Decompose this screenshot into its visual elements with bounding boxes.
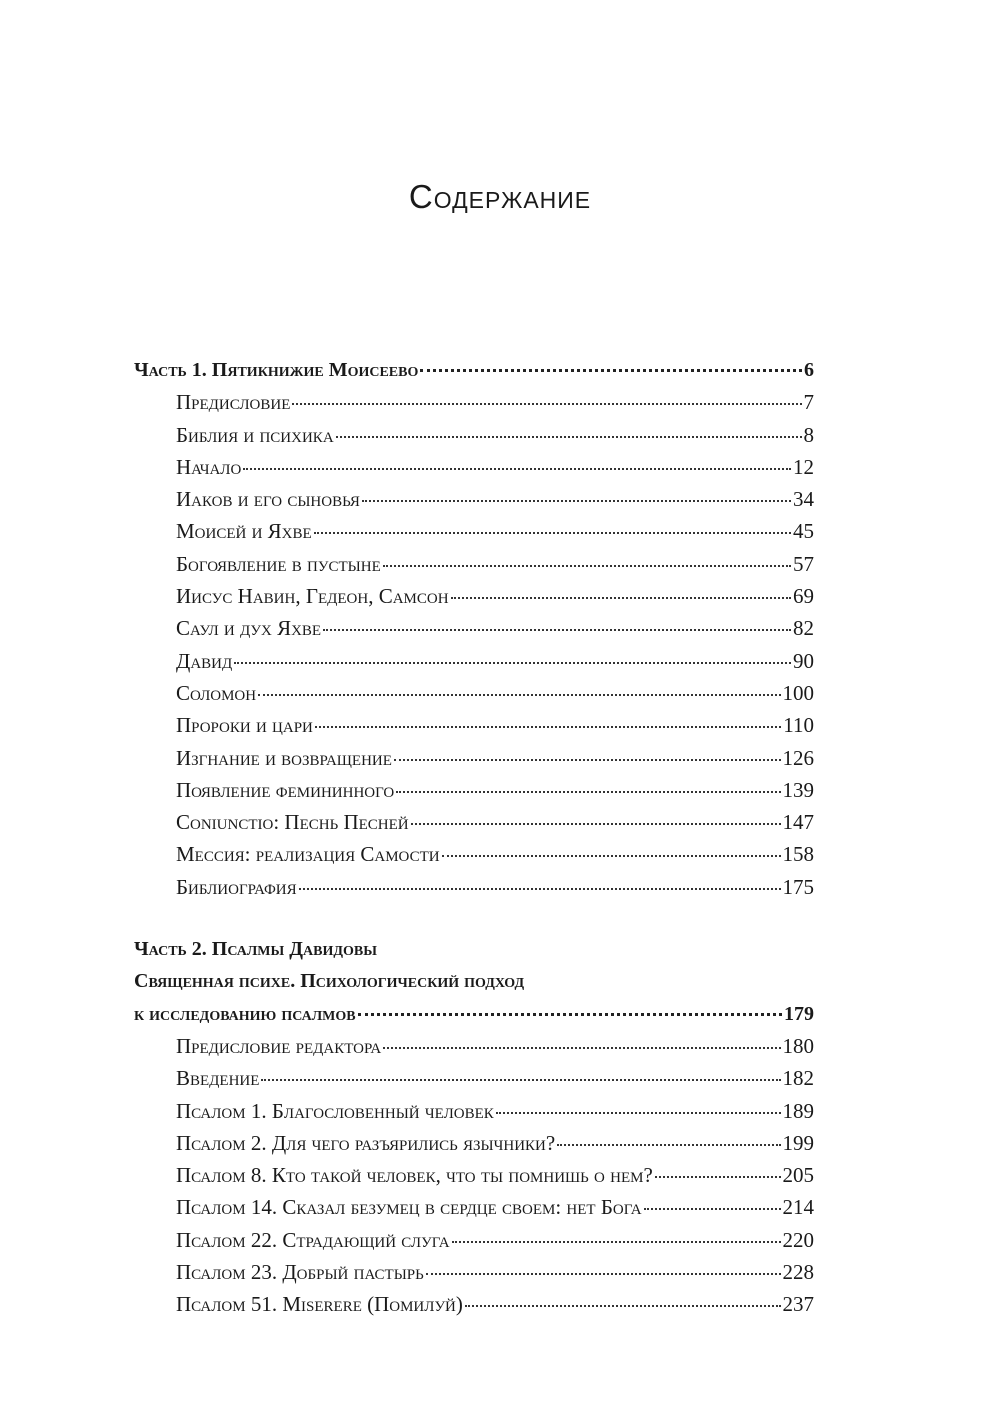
dot-leader — [442, 855, 781, 857]
toc-entry-title: Библия и психика — [176, 422, 334, 447]
dot-leader — [496, 1112, 781, 1114]
toc-entry[interactable] — [134, 1127, 814, 1159]
toc-entry-title: Псалом 8. Кто такой человек, что ты помнишь о нем? — [176, 1163, 653, 1188]
dot-leader — [426, 1273, 781, 1275]
toc-entry-title: Часть 1. Пятикнижие Моисеево — [134, 359, 419, 381]
toc-part1-list — [134, 386, 814, 903]
toc-page-number: 199 — [782, 1130, 814, 1155]
toc-page-number: 175 — [782, 874, 814, 899]
dot-leader — [358, 1013, 782, 1016]
dot-leader — [336, 436, 802, 438]
dot-leader — [243, 468, 791, 470]
toc-entry[interactable] — [134, 386, 814, 418]
toc-page-number: 180 — [782, 1033, 814, 1058]
toc-page-number: 139 — [782, 777, 814, 802]
toc-page-number: 34 — [793, 487, 814, 512]
toc-entry[interactable] — [134, 1288, 814, 1320]
toc-entry[interactable] — [134, 871, 814, 903]
toc-page-number: 182 — [782, 1066, 814, 1091]
toc-entry-title: Введение — [176, 1066, 260, 1091]
dot-leader — [383, 1047, 780, 1049]
dot-leader — [314, 532, 791, 534]
dot-leader — [465, 1305, 781, 1307]
toc-entry[interactable] — [134, 677, 814, 709]
toc-entry-title: Псалом 1. Благословенный человек — [176, 1098, 494, 1123]
toc-entry-title: Давид — [176, 648, 233, 673]
toc-entry-title: Coniunctio: Песнь Песней — [176, 810, 409, 835]
dot-leader — [451, 597, 791, 599]
toc-entry-title: Изгнание и возвращение — [176, 745, 392, 770]
toc-page-number: 110 — [783, 713, 814, 738]
toc-entry-title: Соломон — [176, 680, 257, 705]
toc-entry-title: Часть 2. Псалмы Давидовы — [134, 938, 377, 961]
toc-entry-title: Иаков и его сыновья — [176, 487, 360, 512]
dot-leader — [420, 369, 802, 372]
toc-entry[interactable] — [134, 483, 814, 515]
table-of-contents — [134, 354, 814, 1321]
toc-entry[interactable] — [134, 548, 814, 580]
toc-entry-title: Начало — [176, 454, 242, 479]
toc-entry[interactable] — [134, 774, 814, 806]
toc-entry-title: Псалом 14. Сказал безумец в сердце своем: нет Бога — [176, 1195, 642, 1220]
toc-page-number: 45 — [793, 519, 814, 544]
toc-entry-title: Библиография — [176, 874, 297, 899]
toc-entry-title: Саул и дух Яхве — [176, 616, 322, 641]
toc-entry-title: Пророки и цари — [176, 713, 313, 738]
toc-part-heading[interactable] — [134, 354, 814, 386]
toc-page-number: 220 — [782, 1227, 814, 1252]
page-title: Содержание — [408, 178, 592, 215]
toc-entry-title: Предисловие редактора — [176, 1033, 382, 1058]
toc-page-number: 126 — [782, 745, 814, 770]
toc-entry-title: Священная психе. Психологический подход — [134, 970, 525, 993]
toc-page-number: 100 — [782, 680, 814, 705]
toc-entry[interactable] — [134, 1159, 814, 1191]
dot-leader — [383, 565, 791, 567]
toc-entry[interactable] — [134, 1030, 814, 1062]
toc-entry[interactable] — [134, 1095, 814, 1127]
toc-page-number: 214 — [782, 1195, 814, 1220]
toc-entry[interactable] — [134, 451, 814, 483]
dot-leader — [362, 500, 791, 502]
toc-entry[interactable] — [134, 645, 814, 677]
dot-leader — [655, 1176, 781, 1178]
toc-entry-title: Псалом 22. Страдающий слуга — [176, 1227, 450, 1252]
toc-page-number: 228 — [782, 1260, 814, 1285]
toc-page-number: 189 — [782, 1098, 814, 1123]
toc-entry[interactable] — [134, 709, 814, 741]
dot-leader — [452, 1241, 781, 1243]
dot-leader — [315, 726, 781, 728]
toc-page-number: 90 — [793, 648, 814, 673]
toc-entry-title: Богоявление в пустыне — [176, 551, 381, 576]
toc-entry-title: Предисловие — [176, 390, 291, 415]
toc-page-number: 82 — [793, 616, 814, 641]
toc-entry-title: Псалом 51. Miserere (Помилуй) — [176, 1292, 463, 1317]
toc-entry-title: Псалом 2. Для чего разъярились язычники? — [176, 1130, 556, 1155]
dot-leader — [258, 694, 780, 696]
dot-leader — [261, 1079, 780, 1081]
toc-page-number: 57 — [793, 551, 814, 576]
dot-leader — [557, 1144, 780, 1146]
toc-page-number: 237 — [782, 1292, 814, 1317]
dot-leader — [644, 1208, 781, 1210]
dot-leader — [411, 823, 781, 825]
toc-entry[interactable] — [134, 419, 814, 451]
toc-entry[interactable] — [134, 1256, 814, 1288]
toc-page-number: 147 — [782, 810, 814, 835]
dot-leader — [299, 888, 781, 890]
toc-page-number: 8 — [803, 422, 814, 447]
dot-leader — [292, 403, 801, 405]
toc-page-number: 69 — [793, 584, 814, 609]
toc-part-heading — [134, 933, 814, 965]
dot-leader — [396, 791, 780, 793]
toc-entry[interactable] — [134, 742, 814, 774]
toc-page-number: 205 — [782, 1163, 814, 1188]
toc-entry-title: Иисус Навин, Гедеон, Самсон — [176, 584, 449, 609]
toc-entry[interactable] — [134, 580, 814, 612]
toc-page-number: 179 — [784, 1002, 814, 1025]
toc-entry-title: Псалом 23. Добрый пастырь — [176, 1260, 424, 1285]
toc-section-heading[interactable] — [134, 998, 814, 1030]
toc-entry[interactable] — [134, 838, 814, 870]
toc-entry-title: Появление фемининного — [176, 777, 395, 802]
toc-part2-list — [134, 1030, 814, 1321]
toc-entry[interactable] — [134, 1062, 814, 1094]
toc-page-number: 6 — [804, 359, 814, 381]
toc-section-heading — [134, 965, 814, 997]
toc-page-number: 158 — [782, 842, 814, 867]
toc-entry[interactable] — [134, 806, 814, 838]
dot-leader — [394, 759, 781, 761]
toc-entry[interactable] — [134, 1191, 814, 1223]
toc-entry-title: Моисей и Яхве — [176, 519, 312, 544]
toc-entry-title: Мессия: реализация Самости — [176, 842, 440, 867]
toc-entry[interactable] — [134, 612, 814, 644]
dot-leader — [234, 662, 791, 664]
toc-entry[interactable] — [134, 1224, 814, 1256]
toc-entry[interactable] — [134, 515, 814, 547]
dot-leader — [323, 629, 791, 631]
toc-page-number: 12 — [793, 454, 814, 479]
toc-entry-title: к исследованию псалмов — [134, 1002, 356, 1025]
toc-page-number: 7 — [803, 390, 814, 415]
